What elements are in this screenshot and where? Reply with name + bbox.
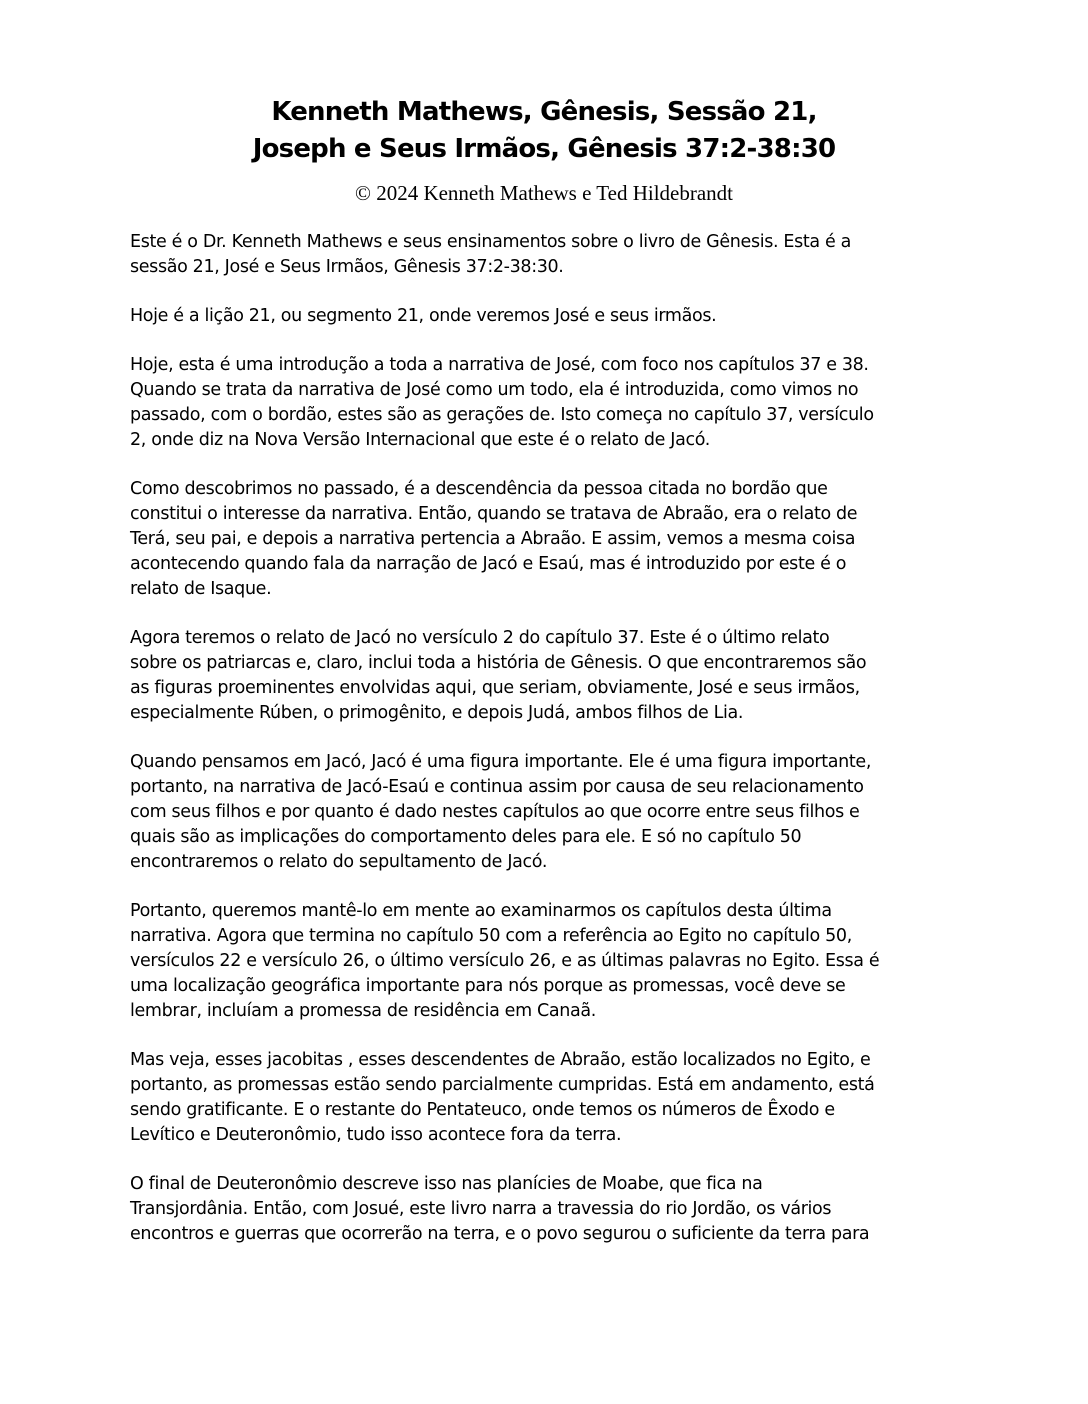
paragraph-line: encontraremos o relato do sepultamento de Jacó. <box>130 852 548 872</box>
paragraph-line: Agora teremos o relato de Jacó no versículo 2 do capítulo 37. Este é o último relato <box>130 628 830 648</box>
copyright-notice: © 2024 Kenneth Mathews e Ted Hildebrandt <box>354 181 733 205</box>
paragraph <box>130 750 960 875</box>
body-text <box>130 230 960 1271</box>
paragraph <box>130 353 960 453</box>
paragraph-line: lembrar, incluíam a promessa de residência em Canaã. <box>130 1001 596 1021</box>
paragraph <box>130 899 960 1024</box>
paragraph <box>130 477 960 602</box>
paragraph-line: narrativa. Agora que termina no capítulo 50 com a referência ao Egito no capítulo 50, <box>130 926 852 946</box>
paragraph <box>130 304 960 329</box>
paragraph <box>130 230 960 280</box>
paragraph-line: Transjordânia. Então, com Josué, este livro narra a travessia do rio Jordão, os vários <box>130 1199 832 1219</box>
paragraph-line: Levítico e Deuteronômio, tudo isso acontece fora da terra. <box>130 1125 622 1145</box>
paragraph-line: Hoje, esta é uma introdução a toda a narrativa de José, com foco nos capítulos 37 e 38. <box>130 355 869 375</box>
paragraph-line: Quando se trata da narrativa de José como um todo, ela é introduzida, como vimos no <box>130 380 859 400</box>
paragraph-line: especialmente Rúben, o primogênito, e depois Judá, ambos filhos de Lia. <box>130 703 744 723</box>
paragraph <box>130 626 960 726</box>
paragraph-line: uma localização geográfica importante para nós porque as promessas, você deve se <box>130 976 846 996</box>
paragraph-line: Como descobrimos no passado, é a descendência da pessoa citada no bordão que <box>130 479 828 499</box>
paragraph-line: sessão 21, José e Seus Irmãos, Gênesis 37:2-38:30. <box>130 257 564 277</box>
paragraph <box>130 1048 960 1148</box>
paragraph-line: acontecendo quando fala da narração de Jacó e Esaú, mas é introduzido por este é o <box>130 554 847 574</box>
paragraph-line: constitui o interesse da narrativa. Então, quando se tratava de Abraão, era o relato de <box>130 504 858 524</box>
paragraph-line: portanto, na narrativa de Jacó-Esaú e continua assim por causa de seu relacionamento <box>130 777 864 797</box>
paragraph-line: Mas veja, esses jacobitas , esses descendentes de Abraão, estão localizados no Egito, e <box>130 1050 871 1070</box>
paragraph-line: Quando pensamos em Jacó, Jacó é uma figura importante. Ele é uma figura importante, <box>130 752 872 772</box>
paragraph-line: sobre os patriarcas e, claro, inclui toda a história de Gênesis. O que encontraremos são <box>130 653 867 673</box>
paragraph-line: sendo gratificante. E o restante do Pentateuco, onde temos os números de Êxodo e <box>130 1100 835 1120</box>
paragraph-line: 2, onde diz na Nova Versão Internacional que este é o relato de Jacó. <box>130 430 710 450</box>
paragraph-line: versículos 22 e versículo 26, o último versículo 26, e as últimas palavras no Egito. Essa é <box>130 951 880 971</box>
paragraph-line: Hoje é a lição 21, ou segmento 21, onde veremos José e seus irmãos. <box>130 306 717 326</box>
paragraph-line: portanto, as promessas estão sendo parcialmente cumpridas. Está em andamento, está <box>130 1075 875 1095</box>
paragraph-line: O final de Deuteronômio descreve isso nas planícies de Moabe, que fica na <box>130 1174 763 1194</box>
title-line-2: Joseph e Seus Irmãos, Gênesis 37:2-38:30 <box>252 134 836 164</box>
paragraph-line: Portanto, queremos mantê-lo em mente ao examinarmos os capítulos desta última <box>130 901 832 921</box>
paragraph-line: as figuras proeminentes envolvidas aqui, que seriam, obviamente, José e seus irmãos, <box>130 678 860 698</box>
paragraph-line: Terá, seu pai, e depois a narrativa pertencia a Abraão. E assim, vemos a mesma coisa <box>130 529 856 549</box>
page-title <box>0 94 1088 168</box>
paragraph-line: encontros e guerras que ocorrerão na terra, e o povo segurou o suficiente da terra para <box>130 1224 870 1244</box>
paragraph-line: Este é o Dr. Kenneth Mathews e seus ensinamentos sobre o livro de Gênesis. Esta é a <box>130 232 851 252</box>
paragraph-line: passado, com o bordão, estes são as gerações de. Isto começa no capítulo 37, versículo <box>130 405 874 425</box>
paragraph-line: quais são as implicações do comportamento deles para ele. E só no capítulo 50 <box>130 827 802 847</box>
paragraph <box>130 1172 960 1247</box>
paragraph-line: relato de Isaque. <box>130 579 272 599</box>
title-line-1: Kenneth Mathews, Gênesis, Sessão 21, <box>271 97 817 127</box>
paragraph-line: com seus filhos e por quanto é dado nestes capítulos ao que ocorre entre seus filhos e <box>130 802 860 822</box>
